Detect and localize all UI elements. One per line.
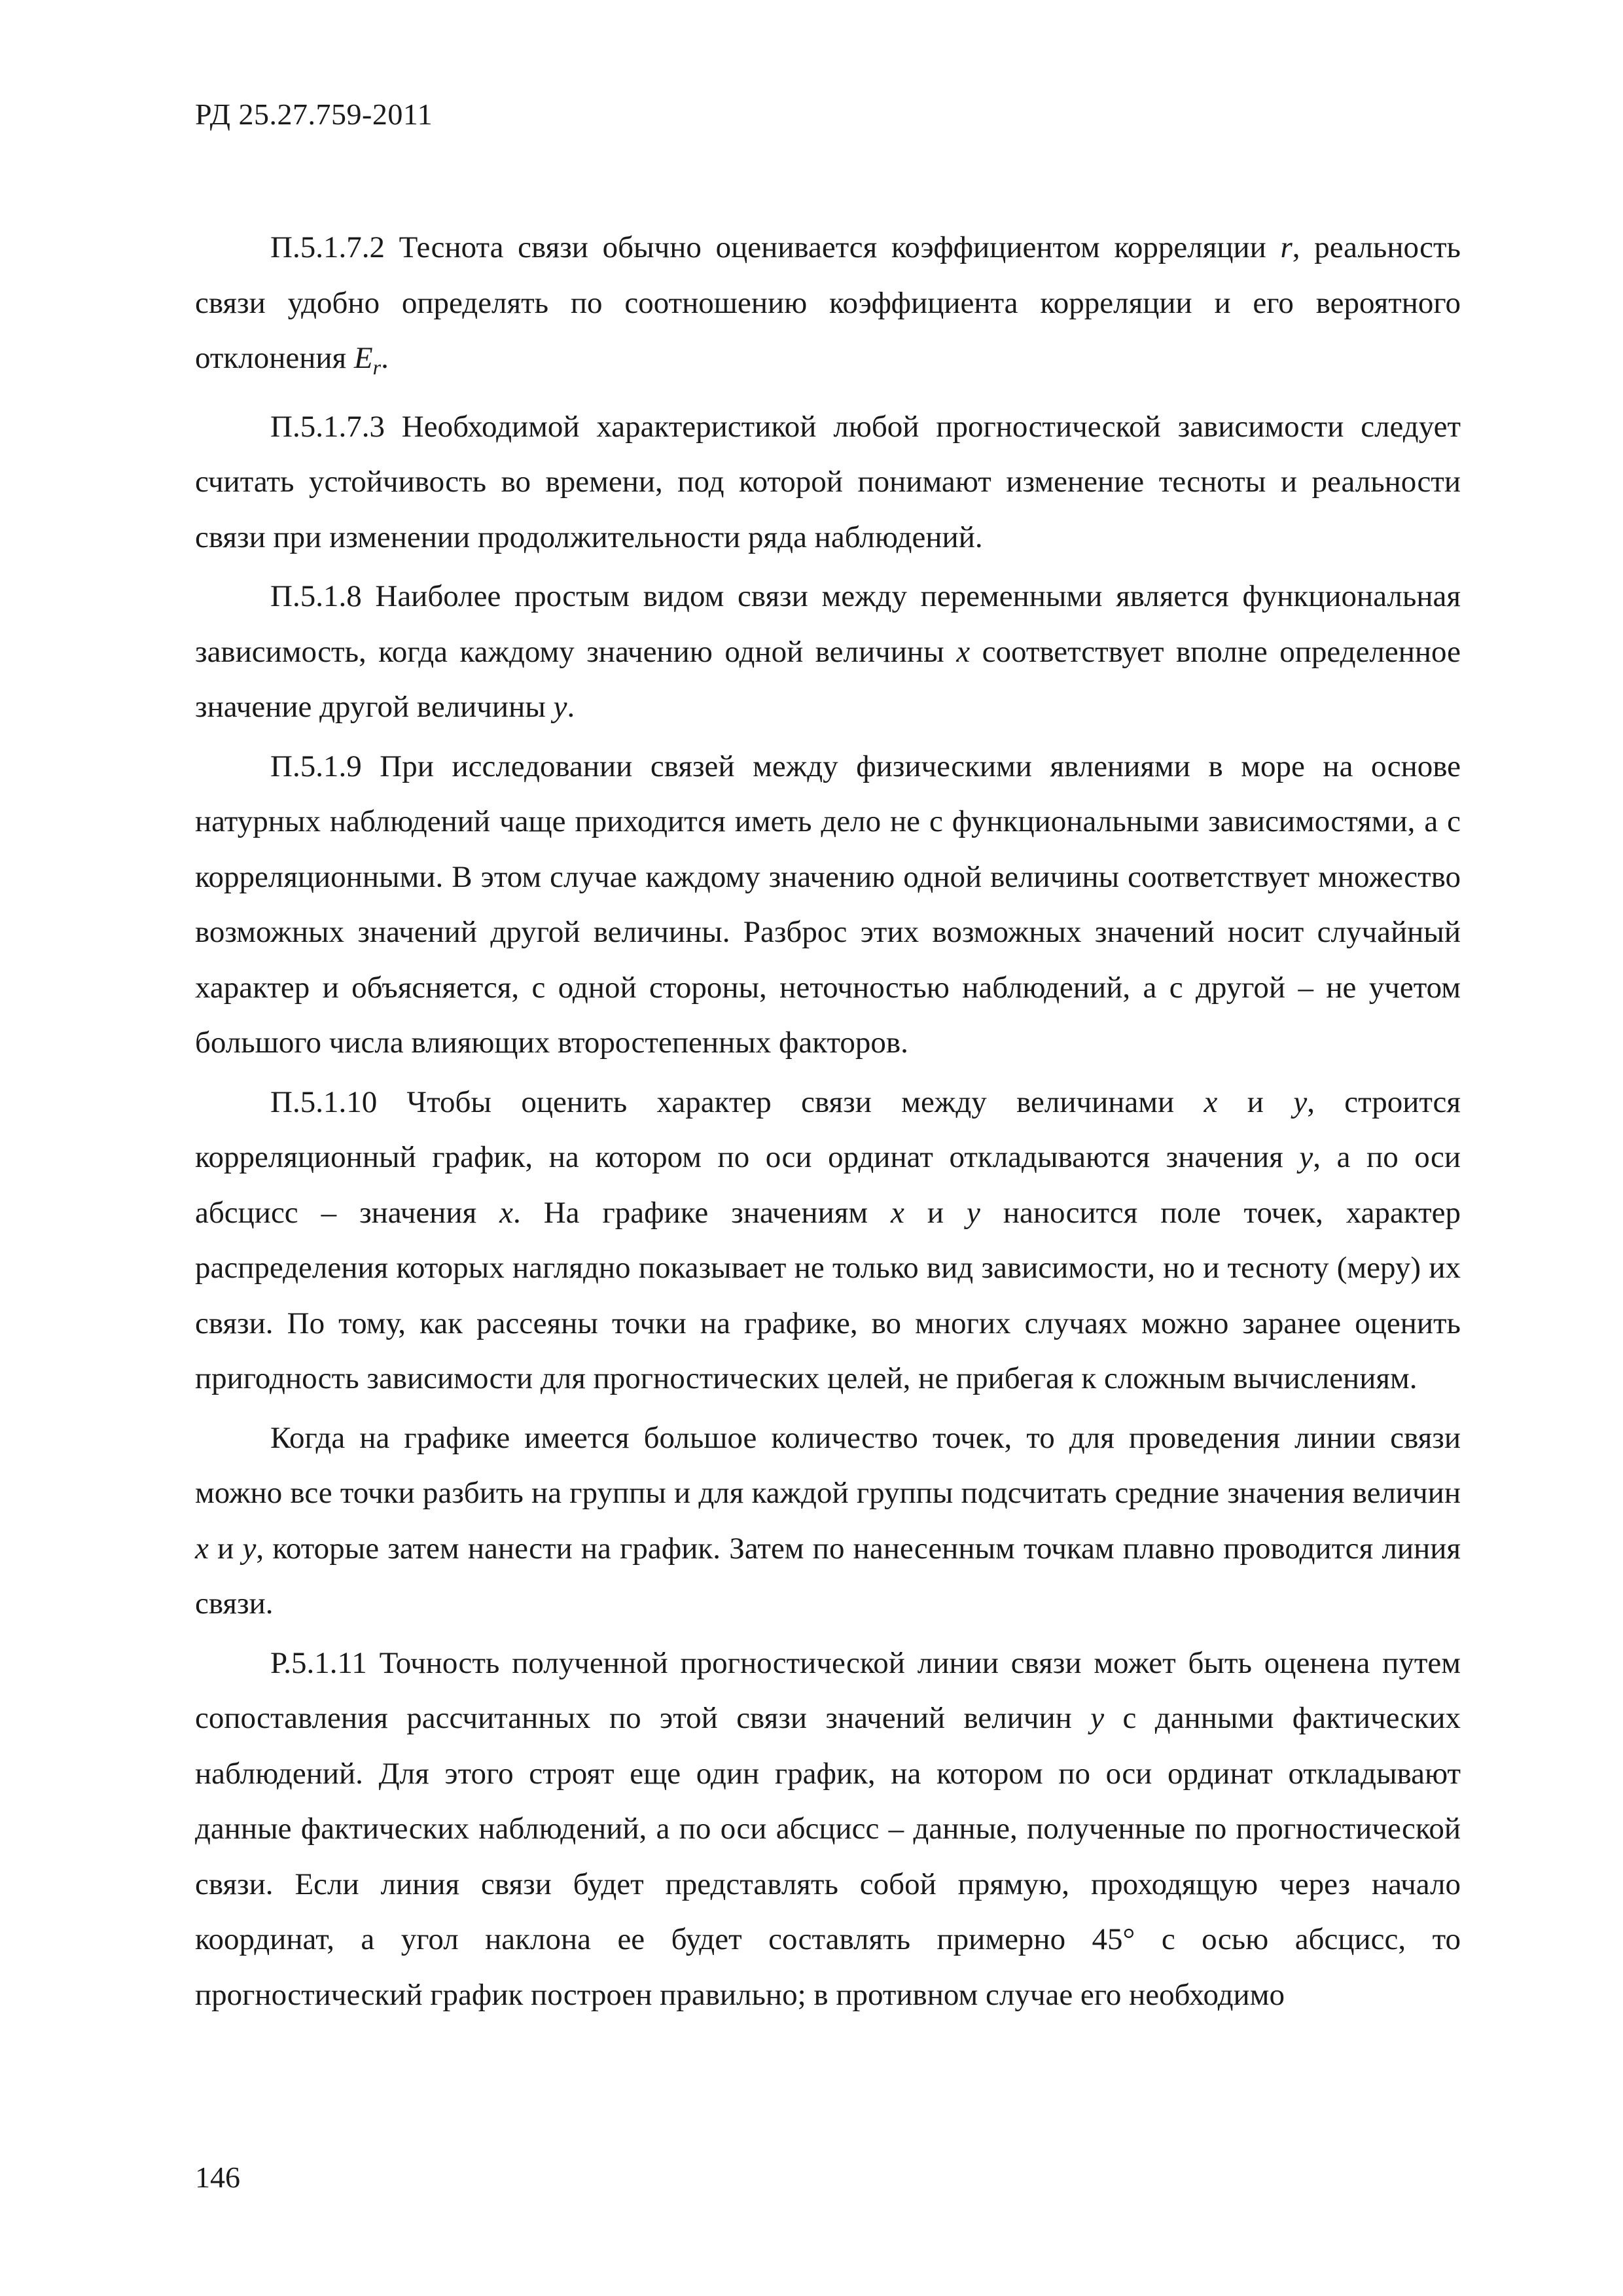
text-run: Когда на графике имеется большое количество точек, то для проведения линии связи можно все точки разбить на группы и для каждой группы подсчитать средние значения величин [195,1420,1461,1510]
text-run: , строится корреляционный график, на котором по оси ординат откладываются значения [195,1085,1461,1174]
text-run: . На графике значениям [513,1195,891,1230]
variable-e: E [353,341,373,375]
page-number: 146 [195,2161,240,2194]
text-run: , которые затем нанести на график. Затем по нанесенным точкам плавно проводится линия связи. [195,1531,1461,1621]
document-code-header: РД 25.27.759-2011 [195,98,433,131]
variable-y: y [967,1195,980,1230]
variable-x: x [956,634,971,669]
text-run: П.5.1.7.2 Теснота связи обычно оценивается коэффициентом корреляции [270,230,1281,264]
text-run: . [567,690,575,724]
subscript-r: r [372,355,382,379]
text-run: с данными фактических наблюдений. Для этого строят еще один график, на котором по оси ординат откладывают данные фактических наблюдений, а по оси абсцисс – данные, полученные по прогностической связи. Если линия связи будет представлять собой прямую, проходящую через начало координат, а угол наклона ее будет составлять примерно 45° с осью абсцисс, то прогностический график построен правильно; в противном случае его необходимо [195,1701,1461,2012]
variable-y: y [242,1531,257,1566]
paragraph-grouping [195,1410,1461,1632]
variable-x: x [195,1531,209,1566]
document-body [195,220,1461,2022]
text-run: П.5.1.8 Наиболее простым видом связи между переменными является функциональная зависимость, когда каждому значению одной величины [195,579,1461,669]
variable-x: x [499,1195,514,1230]
paragraph-5-1-11 [195,1636,1461,2023]
paragraph-5-1-7-3 [195,399,1461,565]
variable-r: r [1280,230,1293,264]
paragraph-5-1-10 [195,1075,1461,1407]
text-run: наносится поле точек, характер распределения которых наглядно показывает не только вид зависимости, но и тесноту (меру) их связи. По тому, как рассеяны точки на графике, во многих случаях можно заранее оценить пригодность зависимости для прогностических целей, не прибегая к сложным вычислениям. [195,1195,1461,1395]
text-run: и [904,1195,967,1230]
variable-y: y [1090,1701,1105,1735]
paragraph-5-1-9 [195,739,1461,1071]
text-run: . [381,341,389,375]
text-run: , реальность связи удобно определять по соотношению коэффициента корреляции и его вероятного отклонения [195,230,1461,375]
text-run: соответствует вполне определенное значение другой величины [195,634,1461,724]
paragraph-5-1-8 [195,569,1461,735]
text-run: и [208,1531,243,1566]
text-run: Р.5.1.11 Точность полученной прогностической линии связи может быть оценена путем сопоставления рассчитанных по этой связи значений величин [195,1645,1461,1735]
variable-y: y [553,690,567,724]
text-run: П.5.1.10 Чтобы оценить характер связи между величинами [270,1085,1204,1119]
variable-y: y [1299,1140,1313,1174]
paragraph-5-1-7-2 [195,220,1461,395]
text-run: , а по оси абсцисс – значения [195,1140,1461,1230]
text-run: и [1217,1085,1294,1119]
text-run: П.5.1.7.3 Необходимой характеристикой любой прогностической зависимости следует считать устойчивость во времени, под которой понимают изменение тесноты и реальности связи при изменении продолжительности ряда наблюдений. [195,409,1461,554]
variable-x: x [891,1195,904,1230]
variable-x: x [1204,1085,1218,1119]
text-run: П.5.1.9 При исследовании связей между физическими явлениями в море на основе натурных наблюдений чаще приходится иметь дело не с функциональными зависимостями, а с корреляционными. В этом случае каждому значению одной величины соответствует множество возможных значений другой величины. Разброс этих возможных значений носит случайный характер и объясняется, с одной стороны, неточностью наблюдений, а с другой – не учетом большого числа влияющих второстепенных факторов. [195,749,1461,1060]
variable-y: y [1293,1085,1308,1119]
